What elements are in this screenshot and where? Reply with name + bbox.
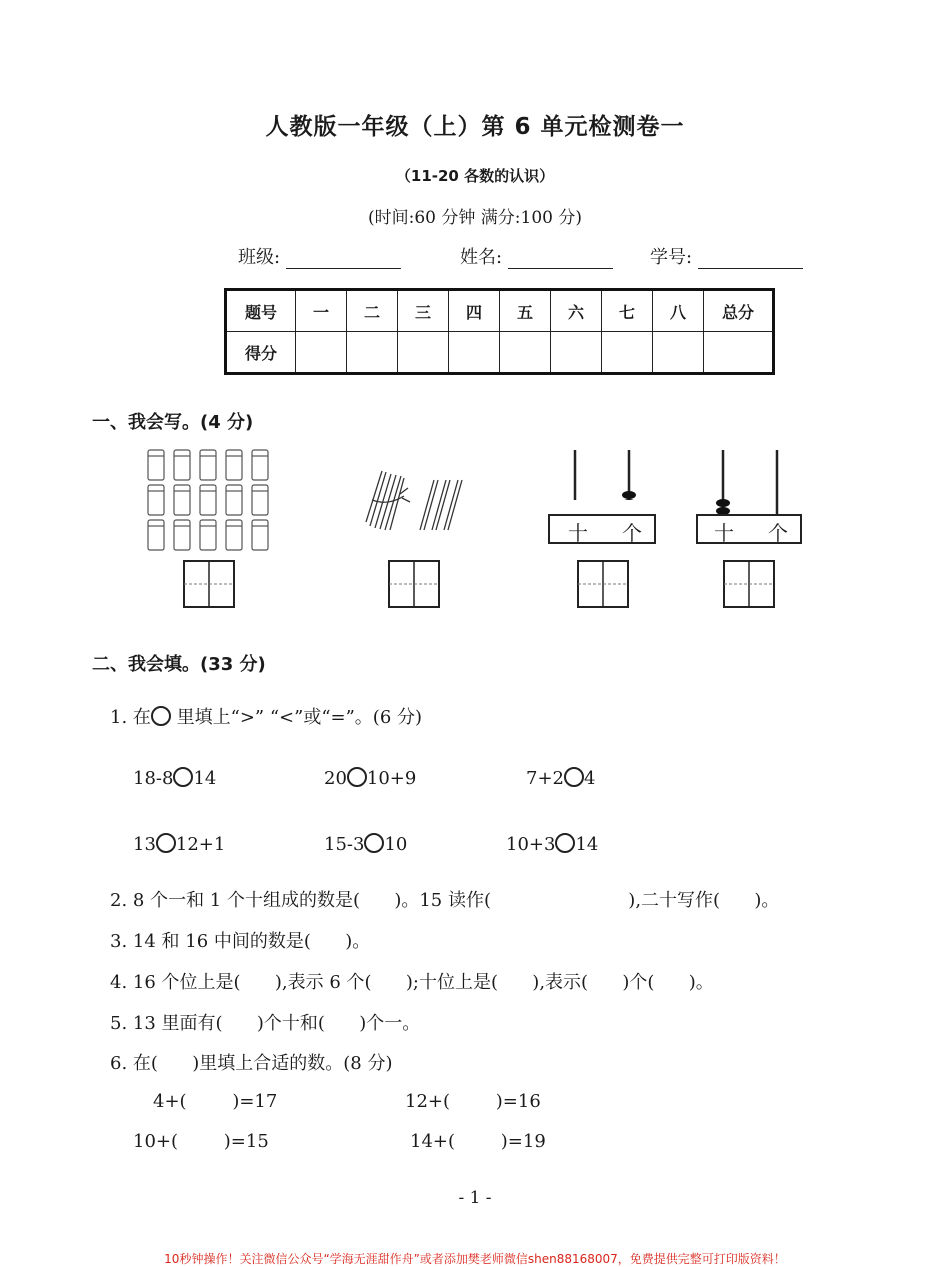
compare-right: 14 (575, 834, 599, 855)
score-table-header-row (226, 290, 774, 332)
section2-heading: 二、我会填。(33 分) (92, 654, 266, 675)
compare-right: 12+1 (175, 834, 226, 855)
score-cell: 八 (653, 290, 704, 332)
section1-heading: 一、我会写。(4 分) (92, 412, 254, 433)
compare-right: 4 (584, 768, 596, 789)
fill-item[interactable]: 10+( )=15 (133, 1131, 269, 1152)
answer-grid-1[interactable] (183, 560, 235, 608)
class-field (238, 243, 401, 269)
question-3: 3. 14 和 16 中间的数是( )。 (110, 931, 371, 952)
cup-icon (174, 450, 190, 480)
compare-item[interactable] (133, 833, 225, 855)
question-2: 2. 8 个一和 1 个十组成的数是( )。15 读作( ),二十写作( )。 (110, 890, 780, 911)
cup-icon (226, 485, 242, 515)
score-cell: 四 (449, 290, 500, 332)
cup-icon (148, 450, 164, 480)
question-6: 6. 在( )里填上合适的数。(8 分) (110, 1053, 393, 1074)
compare-left: 15-3 (324, 834, 365, 855)
cup-icon (200, 485, 216, 515)
compare-left: 10+3 (506, 834, 556, 855)
stick-bundle-icon (366, 471, 410, 530)
id-label: 学号: (650, 247, 693, 268)
compare-item[interactable] (324, 833, 407, 855)
answer-grid-4[interactable] (723, 560, 775, 608)
compare-circle-icon[interactable] (173, 767, 193, 787)
q1-prefix: 1. 在 (110, 707, 151, 728)
abacus-1-tens-label: 十 (568, 521, 588, 545)
abacus-2-ones-label: 个 (768, 521, 788, 545)
cup-icon (252, 450, 268, 480)
compare-right: 10 (384, 834, 408, 855)
name-label: 姓名: (460, 247, 503, 268)
score-blank-cell (398, 332, 449, 374)
score-table-score-row (226, 332, 774, 374)
question-1 (110, 703, 422, 729)
abacus-2-tens-label: 十 (714, 521, 734, 545)
score-blank-cell (500, 332, 551, 374)
cup-icon (148, 485, 164, 515)
answer-grid-2[interactable] (388, 560, 440, 608)
compare-left: 7+2 (526, 768, 564, 789)
compare-right: 10+9 (366, 768, 417, 789)
sticks-illustration (362, 466, 472, 536)
circle-icon (151, 706, 171, 726)
score-blank-cell (551, 332, 602, 374)
single-stick-icon (444, 480, 462, 530)
abacus-1-ones-label: 个 (622, 521, 642, 545)
score-blank-cell (347, 332, 398, 374)
single-stick-icon (432, 480, 450, 530)
cup-icon (148, 520, 164, 550)
fill-item[interactable]: 12+( )=16 (405, 1091, 541, 1112)
abacus-1-box (548, 514, 656, 544)
compare-right: 14 (193, 768, 217, 789)
cup-icon (226, 520, 242, 550)
cup-icon (252, 520, 268, 550)
compare-circle-icon[interactable] (347, 767, 367, 787)
score-row-label: 得分 (226, 332, 296, 374)
compare-item[interactable] (506, 833, 598, 855)
compare-left: 13 (133, 834, 156, 855)
answer-grid-3[interactable] (577, 560, 629, 608)
cup-icon (200, 520, 216, 550)
cups-illustration (145, 448, 275, 554)
score-blank-cell (653, 332, 704, 374)
cup-icon (252, 485, 268, 515)
page-number: - 1 - (458, 1188, 492, 1208)
name-field (460, 243, 613, 269)
compare-circle-icon[interactable] (156, 833, 176, 853)
abacus-bead-icon (622, 499, 636, 500)
compare-circle-icon[interactable] (564, 767, 584, 787)
compare-item[interactable] (133, 767, 216, 789)
score-blank-cell (704, 332, 774, 374)
name-blank (508, 248, 613, 269)
class-blank (286, 248, 401, 269)
compare-item[interactable] (526, 767, 595, 789)
cup-icon (200, 450, 216, 480)
score-table (224, 288, 775, 375)
score-cell: 一 (296, 290, 347, 332)
page-subtitle: （11-20 各数的认识） (395, 167, 555, 185)
fill-item[interactable]: 14+( )=19 (410, 1131, 546, 1152)
id-field (650, 243, 803, 269)
cup-icon (226, 450, 242, 480)
compare-circle-icon[interactable] (364, 833, 384, 853)
compare-circle-icon[interactable] (555, 833, 575, 853)
class-label: 班级: (238, 247, 281, 268)
compare-left: 18-8 (133, 768, 174, 789)
fill-item[interactable]: 4+( )=17 (153, 1091, 278, 1112)
score-blank-cell (449, 332, 500, 374)
abacus-1-rods (548, 450, 656, 500)
compare-left: 20 (324, 768, 347, 789)
question-5: 5. 13 里面有( )个十和( )个一。 (110, 1013, 421, 1034)
score-cell: 二 (347, 290, 398, 332)
abacus-bead-icon (622, 491, 636, 499)
score-blank-cell (296, 332, 347, 374)
score-blank-cell (602, 332, 653, 374)
abacus-2-box (696, 514, 802, 544)
score-cell: 总分 (704, 290, 774, 332)
id-blank (698, 248, 803, 269)
question-4: 4. 16 个位上是( ),表示 6 个( );十位上是( ),表示( )个( )。 (110, 972, 714, 993)
score-cell: 五 (500, 290, 551, 332)
score-cell: 六 (551, 290, 602, 332)
q1-suffix: 里填上“>” “<”或“=”。(6 分) (170, 707, 423, 728)
page-title: 人教版一年级（上）第 6 单元检测卷一 (265, 114, 685, 140)
score-cell: 题号 (226, 290, 296, 332)
abacus-2-rods (696, 450, 804, 516)
score-cell: 七 (602, 290, 653, 332)
cup-icon (174, 520, 190, 550)
cup-icon (174, 485, 190, 515)
single-stick-icon (420, 480, 438, 530)
score-cell: 三 (398, 290, 449, 332)
abacus-bead-icon (716, 499, 730, 507)
time-info: (时间:60 分钟 满分:100 分) (367, 208, 582, 228)
footer-promo: 10秒钟操作！关注微信公众号“学海无涯甜作舟”或者添加樊老师微信shen88168007，免费提供完整可打印版资料！ (164, 1252, 786, 1266)
compare-item[interactable] (324, 767, 416, 789)
